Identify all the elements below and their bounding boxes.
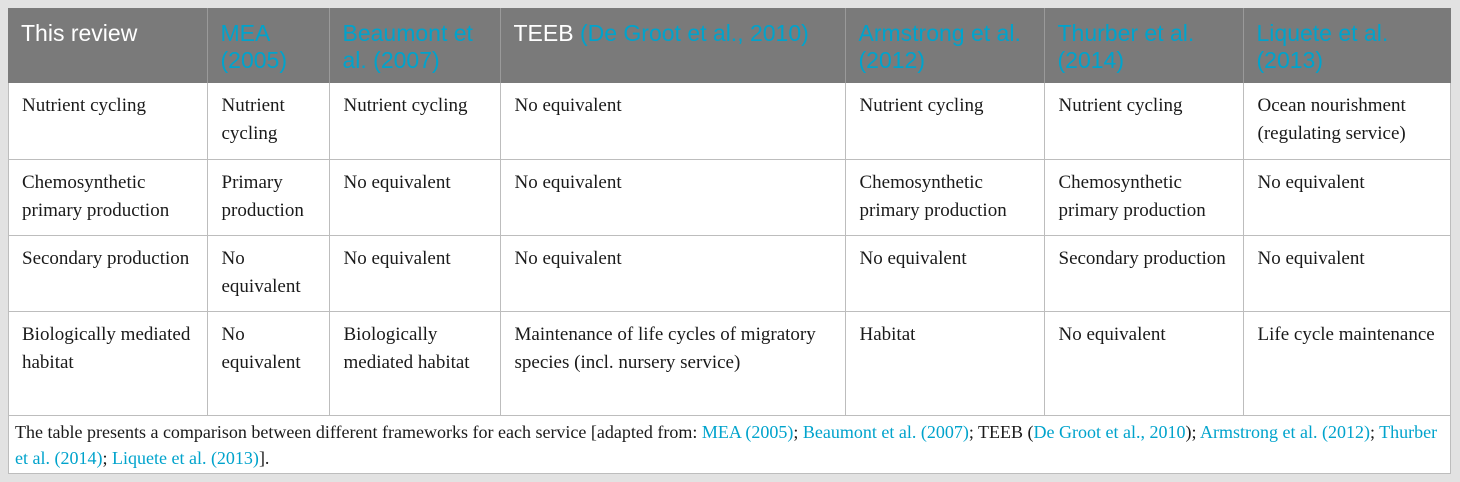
comparison-table xyxy=(8,8,1451,416)
table-cell: No equivalent xyxy=(329,159,500,235)
table-cell: No equivalent xyxy=(500,235,845,311)
table-cell: Nutrient cycling xyxy=(207,83,329,159)
table-cell: Nutrient cycling xyxy=(329,83,500,159)
header-liquete xyxy=(1243,8,1451,83)
table-cell: Life cycle maintenance xyxy=(1243,311,1451,415)
table-figure xyxy=(8,8,1451,474)
table-row xyxy=(8,311,1451,415)
citation-link[interactable]: Thurber et al. (2014) xyxy=(1057,20,1195,73)
table-cell: Maintenance of life cycles of migratory species (incl. nursery service) xyxy=(500,311,845,415)
table-row xyxy=(8,159,1451,235)
table-cell: Nutrient cycling xyxy=(1044,83,1243,159)
table-cell: Biologically mediated habitat xyxy=(329,311,500,415)
table-cell: Biologically mediated habitat xyxy=(8,311,207,415)
table-cell: No equivalent xyxy=(207,311,329,415)
table-cell: Chemosynthetic primary production xyxy=(845,159,1044,235)
header-armstrong xyxy=(845,8,1044,83)
citation-link[interactable]: Armstrong et al. (2012) xyxy=(1200,421,1370,442)
citation-link[interactable]: Thurber et al. (2014) xyxy=(15,421,1438,468)
table-row xyxy=(8,235,1451,311)
header-row xyxy=(8,8,1451,83)
citation-link[interactable]: Beaumont et al. (2007) xyxy=(342,20,473,73)
table-cell: Chemosynthetic primary production xyxy=(1044,159,1243,235)
citation-link[interactable]: Beaumont et al. (2007) xyxy=(802,421,969,442)
table-caption: The table presents a comparison between different frameworks for each service [adapted from: MEA (2005); Beaumont et al. (2007); TEEB (De Groot et al., 2010); Armstrong et al. (2012); Thurber et al. (2014); Liquete et al. (2013)]. xyxy=(15,421,1438,468)
table-cell: No equivalent xyxy=(845,235,1044,311)
citation-link[interactable]: Armstrong et al. (2012) xyxy=(858,20,1021,73)
table-cell: Habitat xyxy=(845,311,1044,415)
header-beaumont xyxy=(329,8,500,83)
citation-link[interactable]: Liquete et al. (2013) xyxy=(111,447,259,468)
table-cell: No equivalent xyxy=(500,159,845,235)
table-cell: No equivalent xyxy=(1243,159,1451,235)
table-cell: Nutrient cycling xyxy=(845,83,1044,159)
citation-link[interactable]: MEA (2005) xyxy=(701,421,794,442)
citation-link[interactable]: (De Groot et al., 2010) xyxy=(579,20,809,46)
header-mea xyxy=(207,8,329,83)
table-cell: Nutrient cycling xyxy=(8,83,207,159)
citation-link[interactable]: De Groot et al., 2010 xyxy=(1033,421,1186,442)
table-cell: Primary production xyxy=(207,159,329,235)
citation-link[interactable]: MEA (2005) xyxy=(220,20,287,73)
table-cell: No equivalent xyxy=(1044,311,1243,415)
table-cell: No equivalent xyxy=(207,235,329,311)
header-this-review: This review xyxy=(8,8,207,83)
table-row xyxy=(8,83,1451,159)
header-teeb: TEEB (De Groot et al., 2010) xyxy=(500,8,845,83)
citation-link[interactable]: Liquete et al. (2013) xyxy=(1256,20,1389,73)
header-thurber xyxy=(1044,8,1243,83)
table-cell: Ocean nourishment (regulating service) xyxy=(1243,83,1451,159)
table-cell: No equivalent xyxy=(1243,235,1451,311)
table-cell: Chemosynthetic primary production xyxy=(8,159,207,235)
table-cell: No equivalent xyxy=(329,235,500,311)
table-cell: Secondary production xyxy=(8,235,207,311)
table-cell: No equivalent xyxy=(500,83,845,159)
table-cell: Secondary production xyxy=(1044,235,1243,311)
